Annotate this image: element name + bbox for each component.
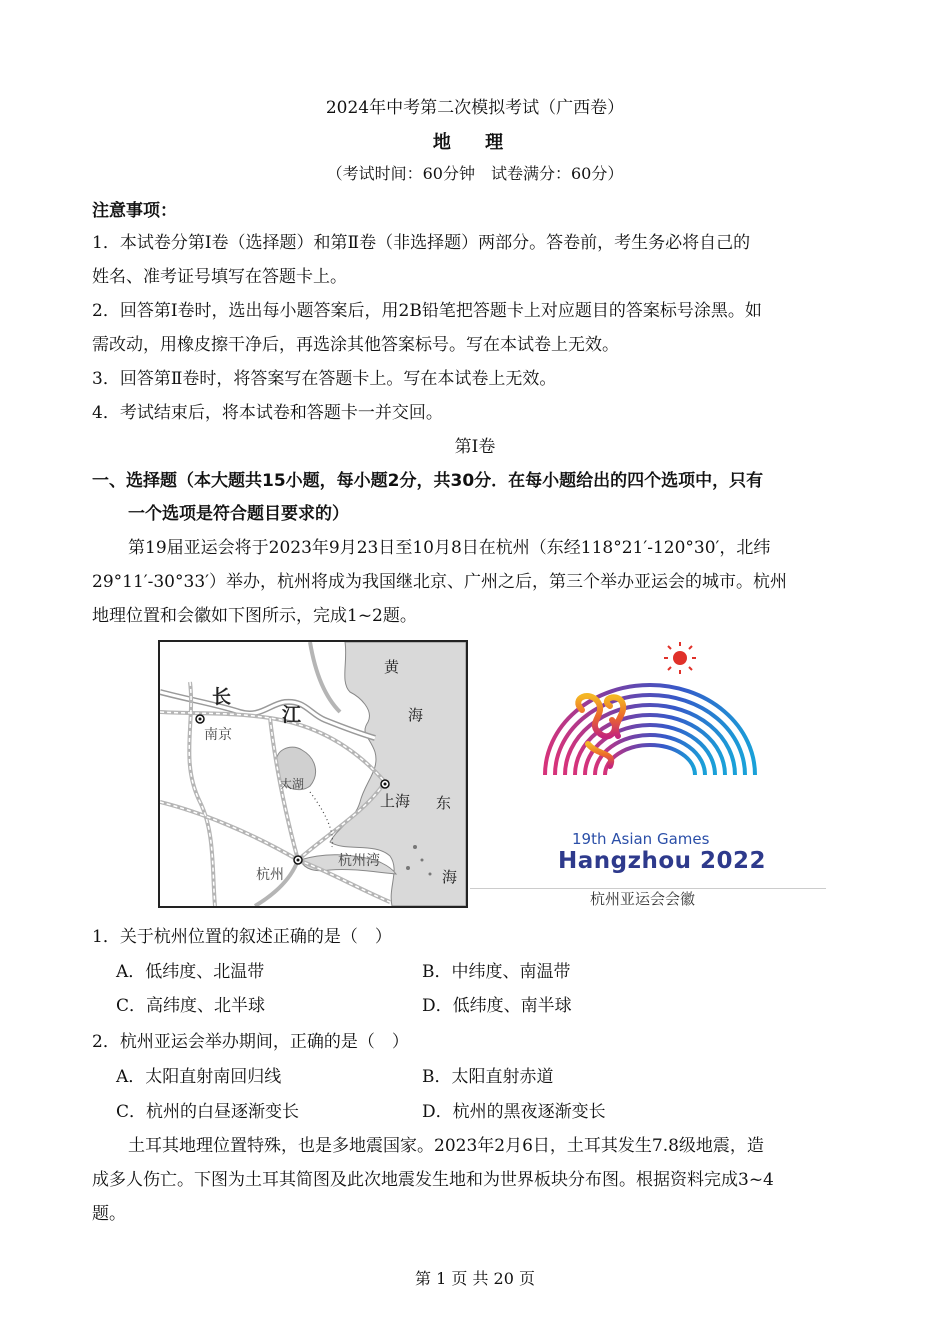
map-drawing bbox=[160, 642, 466, 906]
label-taihu: 太湖 bbox=[280, 777, 305, 791]
note-line: 1．本试卷分第Ⅰ卷（选择题）和第Ⅱ卷（非选择题）两部分。答卷前，考生务必将自己的 bbox=[92, 233, 751, 253]
q1-option-c: C．高纬度、北半球 bbox=[116, 996, 266, 1016]
label-hai-2: 海 bbox=[442, 868, 458, 886]
label-nanjing: 南京 bbox=[204, 727, 232, 743]
intro-paragraph-2: 成多人伤亡。下图为土耳其简图及此次地震发生地和为世界板块分布图。根据资料完成3~4 bbox=[92, 1170, 774, 1190]
q2-option-a: A．太阳直射南回归线 bbox=[116, 1067, 282, 1087]
asian-games-emblem bbox=[470, 640, 826, 912]
notes-heading: 注意事项： bbox=[92, 201, 177, 221]
question-2-stem: 2．杭州亚运会举办期间，正确的是（ ） bbox=[92, 1032, 409, 1052]
intro-paragraph: 第19届亚运会将于2023年9月23日至10月8日在杭州（东经118°21′-120°30′，北纬 bbox=[128, 538, 771, 558]
note-line: 需改动，用橡皮擦干净后，再选涂其他答案标号。写在本试卷上无效。 bbox=[92, 335, 619, 355]
q1-option-b: B．中纬度、南温带 bbox=[422, 962, 571, 982]
intro-paragraph: 29°11′-30°33′）举办，杭州将成为我国继北京、广州之后，第三个举办亚运会的城市。杭州 bbox=[92, 572, 787, 592]
section-heading-cont: 一个选项是符合题目要求的） bbox=[128, 504, 349, 524]
note-line: 4．考试结束后，将本试卷和答题卡一并交回。 bbox=[92, 403, 443, 423]
q2-option-c: C．杭州的白昼逐渐变长 bbox=[116, 1102, 300, 1122]
q1-option-d: D．低纬度、南半球 bbox=[422, 996, 572, 1016]
emblem-caption: 杭州亚运会会徽 bbox=[590, 890, 696, 908]
q1-option-a: A．低纬度、北温带 bbox=[116, 962, 265, 982]
intro-paragraph-2: 题。 bbox=[92, 1204, 126, 1224]
label-huang: 黄 bbox=[384, 658, 400, 676]
hangzhou-location-map bbox=[158, 640, 468, 908]
intro-paragraph-2: 土耳其地理位置特殊，也是多地震国家。2023年2月6日，土耳其发生7.8级地震，造 bbox=[128, 1136, 764, 1156]
page-number: 第 1 页 共 20 页 bbox=[415, 1269, 535, 1288]
emblem-text-line1: 19th Asian Games bbox=[572, 830, 710, 848]
label-shanghai: 上海 bbox=[380, 792, 411, 810]
label-hangzhou-bay: 杭州湾 bbox=[338, 853, 380, 869]
volume-title: 第Ⅰ卷 bbox=[454, 437, 496, 457]
intro-paragraph: 地理位置和会徽如下图所示，完成1~2题。 bbox=[92, 606, 417, 626]
note-line: 2．回答第Ⅰ卷时，选出每小题答案后，用2B铅笔把答题卡上对应题目的答案标号涂黑。如 bbox=[92, 301, 762, 321]
note-line: 3．回答第Ⅱ卷时，将答案写在答题卡上。写在本试卷上无效。 bbox=[92, 369, 557, 389]
label-hangzhou: 杭州 bbox=[256, 867, 284, 883]
emblem-text-line2: Hangzhou 2022 bbox=[558, 848, 767, 874]
note-line: 姓名、准考证号填写在答题卡上。 bbox=[92, 267, 347, 287]
exam-info: （考试时间：60分钟 试卷满分：60分） bbox=[326, 164, 624, 183]
q2-option-b: B．太阳直射赤道 bbox=[422, 1067, 554, 1087]
question-1-stem: 1．关于杭州位置的叙述正确的是（ ） bbox=[92, 927, 392, 947]
section-heading: 一、选择题（本大题共15小题，每小题2分，共30分．在每小题给出的四个选项中，只有 bbox=[92, 471, 764, 491]
emblem-graphic bbox=[470, 640, 826, 830]
label-dong: 东 bbox=[436, 794, 452, 812]
subject-title: 地 理 bbox=[432, 132, 518, 153]
label-hai: 海 bbox=[408, 706, 424, 724]
label-jiang: 江 bbox=[282, 704, 302, 726]
q2-option-d: D．杭州的黑夜逐渐变长 bbox=[422, 1102, 606, 1122]
exam-title: 2024年中考第二次模拟考试（广西卷） bbox=[325, 98, 625, 118]
label-chang: 长 bbox=[212, 686, 232, 708]
